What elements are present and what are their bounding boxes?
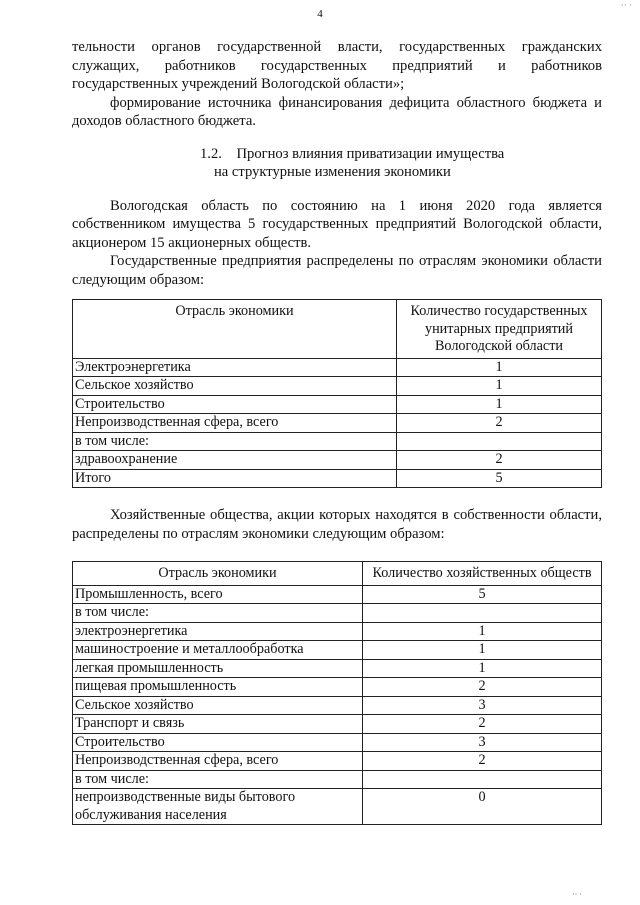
row-label: в том числе:: [73, 432, 397, 451]
table-row: [73, 715, 602, 734]
body-paragraph-companies: Хозяйственные общества, акции которых находятся в собственности области, распределены по отраслям экономики следующим образом:: [72, 507, 602, 542]
row-value: [363, 770, 602, 789]
row-label: в том числе:: [73, 604, 363, 623]
table-row: [73, 358, 602, 377]
row-value: 1: [363, 641, 602, 660]
section-heading-line-2: на структурные изменения экономики: [214, 163, 451, 180]
table-row: [73, 585, 602, 604]
row-value: 1: [397, 395, 602, 414]
corner-mark: ·· ·: [620, 0, 632, 10]
row-value: 0: [363, 789, 602, 825]
table-row: [73, 451, 602, 470]
table-header-cell: Отрасль экономики: [73, 562, 363, 586]
table-row: [73, 659, 602, 678]
row-value: 2: [363, 715, 602, 734]
row-value: 2: [363, 678, 602, 697]
row-label: пищевая промышленность: [73, 678, 363, 697]
table-row: [73, 696, 602, 715]
table-row: [73, 733, 602, 752]
table-header-row: [73, 300, 602, 359]
companies-table: [72, 561, 602, 825]
page-number: 4: [317, 8, 323, 20]
row-value: 2: [397, 451, 602, 470]
bottom-mark: ·· ·: [572, 890, 582, 899]
row-label: здравоохранение: [73, 451, 397, 470]
table-row: [73, 622, 602, 641]
body-paragraph-ownership: Вологодская область по состоянию на 1 июня 2020 года является собственником имущества 5 государственных предприятий Вологодской области, акционером 15 акционерных обществ.: [72, 197, 602, 251]
row-value: 1: [363, 659, 602, 678]
table-row: [73, 377, 602, 396]
section-heading: [72, 145, 602, 181]
row-value: [363, 604, 602, 623]
table-row: [73, 770, 602, 789]
row-value: 3: [363, 733, 602, 752]
section-heading-line-1: 1.2. Прогноз влияния приватизации имущества: [200, 145, 505, 162]
row-value: 2: [363, 752, 602, 771]
row-label: Транспорт и связь: [73, 715, 363, 734]
row-label: электроэнергетика: [73, 622, 363, 641]
table-header-cell: Отрасль экономики: [73, 300, 397, 359]
table-row: [73, 678, 602, 697]
table-row: [73, 395, 602, 414]
row-label: Итого: [73, 469, 397, 488]
row-value: 1: [397, 377, 602, 396]
intro-paragraph-1: тельности органов государственной власти, государственных гражданских служащих, работников государственных предприятий и работников государственных учреждений Вологодской области»;: [72, 39, 602, 92]
row-label: легкая промышленность: [73, 659, 363, 678]
row-label: машиностроение и металлообработка: [73, 641, 363, 660]
row-label: Строительство: [73, 733, 363, 752]
row-label: Непроизводственная сфера, всего: [73, 414, 397, 433]
table-header-cell: Количество хозяйственных обществ: [363, 562, 602, 586]
row-value: 1: [363, 622, 602, 641]
row-label: в том числе:: [73, 770, 363, 789]
row-label: Непроизводственная сфера, всего: [73, 752, 363, 771]
table-row: [73, 414, 602, 433]
intro-paragraph-2: формирование источника финансирования дефицита областного бюджета и доходов областного бюджета.: [72, 94, 602, 129]
row-label: Строительство: [73, 395, 397, 414]
row-value: 2: [397, 414, 602, 433]
row-label: Электроэнергетика: [73, 358, 397, 377]
body-paragraph-enterprises: Государственные предприятия распределены по отраслям экономики области следующим образом:: [72, 253, 602, 288]
table-row: [73, 789, 602, 825]
row-value: [397, 432, 602, 451]
row-label: Сельское хозяйство: [73, 696, 363, 715]
table-row: [73, 432, 602, 451]
row-label: Промышленность, всего: [73, 585, 363, 604]
row-value: 1: [397, 358, 602, 377]
table-header-row: [73, 562, 602, 586]
page-content: [72, 38, 602, 825]
row-label: непроизводственные виды бытового обслуживания населения: [73, 789, 363, 825]
enterprises-table: [72, 299, 602, 488]
table-row: [73, 469, 602, 488]
row-label: Сельское хозяйство: [73, 377, 397, 396]
table-row: [73, 641, 602, 660]
table-header-cell: Количество государственных унитарных предприятий Вологодской области: [397, 300, 602, 359]
row-value: 3: [363, 696, 602, 715]
table-row: [73, 604, 602, 623]
row-value: 5: [363, 585, 602, 604]
row-value: 5: [397, 469, 602, 488]
table-row: [73, 752, 602, 771]
